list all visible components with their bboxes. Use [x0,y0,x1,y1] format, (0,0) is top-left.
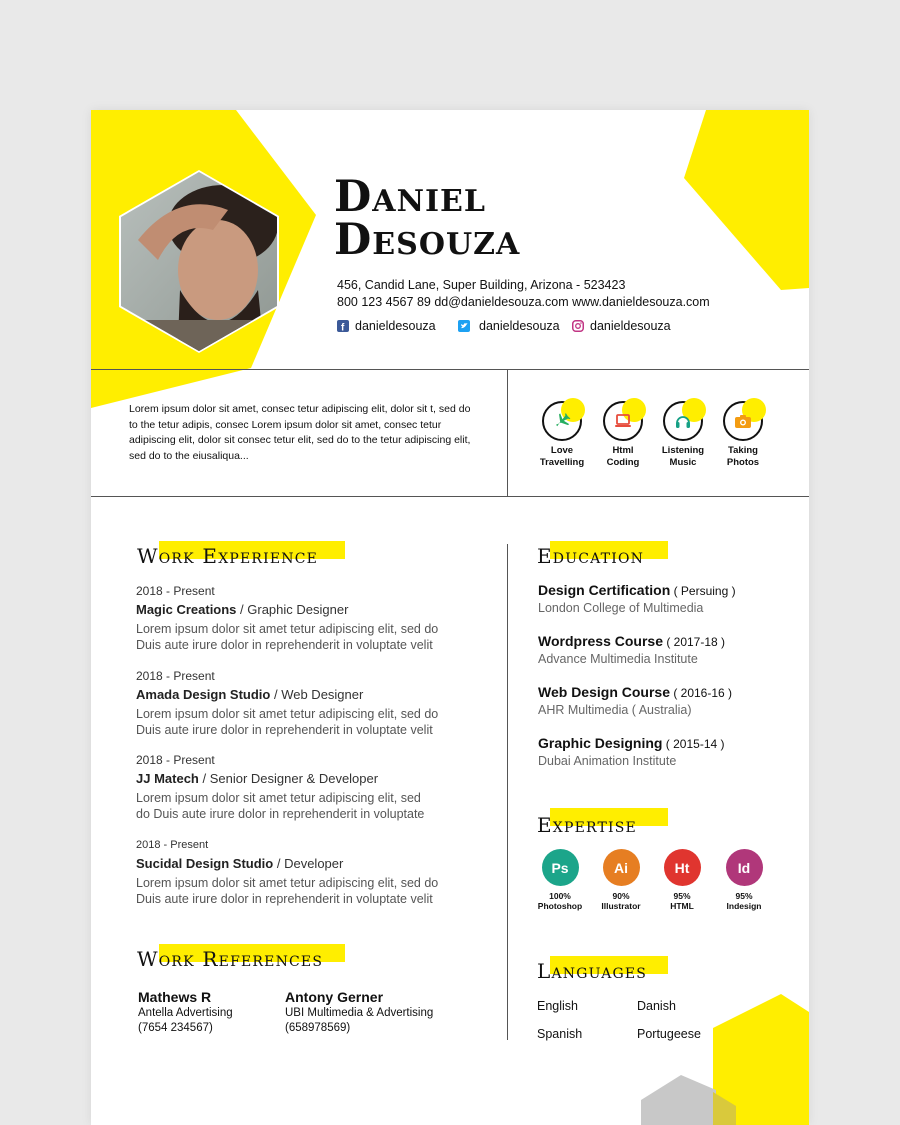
skill-name: Indesign [726,901,762,911]
hobby-travelling [532,401,592,468]
hobby-photos [713,401,773,468]
job-date: 2018 - Present [136,753,215,767]
resume-page [91,110,809,1125]
divider-top [91,369,809,370]
hobby-line2: Music [669,456,697,468]
job-date: 2018 - Present [136,669,215,683]
school-name: Advance Multimedia Institute [538,652,698,666]
phone-email-web[interactable]: 800 123 4567 89 dd@danieldesouza.com www.danieldesouza.com [337,295,710,309]
skill-badge: Ps [542,849,579,886]
education-entry [538,581,798,616]
hobby-line1: Html [612,445,634,456]
hobby-line2: Coding [606,456,640,468]
twitter-handle: danieldesouza [479,319,560,333]
skill-photoshop [529,849,591,911]
skill-indesign [713,849,775,911]
course-name: Web Design Course [538,684,670,700]
instagram-icon [572,320,584,332]
laptop-icon [614,413,632,429]
profile-photo [118,170,280,353]
skill-percent: 100% [549,891,571,901]
first-name: Daniel [334,172,486,222]
divider-vertical-main [507,544,508,1040]
job-entry [136,752,476,822]
hobby-music [653,401,713,468]
job-role: / Developer [273,856,344,871]
job-role: / Web Designer [270,687,364,702]
job-entry [136,837,476,907]
course-period: ( 2017-18 ) [663,635,726,649]
job-company: Sucidal Design Studio [136,856,274,871]
reference-name: Mathews R [138,989,212,1005]
reference-name: Antony Gerner [285,989,384,1005]
skill-percent: 95% [673,891,691,901]
plane-icon [553,412,571,430]
svg-text:f: f [341,322,345,332]
divider-bottom [91,496,809,497]
hobby-line2: Travelling [539,456,585,468]
course-name: Design Certification [538,582,671,598]
instagram-handle: danieldesouza [590,319,671,333]
education-title: Education [537,544,645,568]
reference-company: UBI Multimedia & Advertising [285,1007,434,1019]
headphones-icon [674,412,692,430]
facebook-icon [337,320,349,332]
address: 456, Candid Lane, Super Building, Arizona - 523423 [337,278,626,292]
skill-name: Photoshop [537,901,583,911]
twitter-icon [458,320,470,332]
instagram-link[interactable] [572,319,671,333]
skill-name: Illustrator [601,901,641,911]
education-entry [538,632,798,667]
camera-icon [734,413,752,429]
job-desc: Lorem ipsum dolor sit amet tetur adipiscing elit, sed do [136,622,439,636]
job-company: JJ Matech [136,771,199,786]
languages-title: Languages [537,959,648,983]
reference-entry [138,989,233,1035]
work-references-title: Work References [137,947,324,971]
language-item: Portugeese [637,1027,701,1041]
skill-badge: Ai [603,849,640,886]
hobby-coding [593,401,653,468]
course-name: Graphic Designing [538,735,663,751]
job-date: 2018 - Present [136,584,215,598]
job-role: / Senior Designer & Developer [198,771,379,786]
hobby-line2: Photos [726,456,760,468]
school-name: London College of Multimedia [538,601,704,615]
skill-badge: Ht [664,849,701,886]
reference-phone: (658978569) [285,1021,351,1034]
course-period: ( 2015-14 ) [662,737,725,751]
job-desc: Lorem ipsum dolor sit amet tetur adipiscing elit, sed [136,791,421,805]
hobby-line1: Taking [728,445,758,456]
school-name: AHR Multimedia ( Australia) [538,703,692,717]
hobby-line1: Love [550,445,574,456]
twitter-link[interactable] [458,319,560,333]
course-period: ( 2016-16 ) [670,686,733,700]
school-name: Dubai Animation Institute [538,754,677,768]
job-date: 2018 - Present [136,839,209,851]
job-desc: Lorem ipsum dolor sit amet tetur adipiscing elit, sed do [136,707,439,721]
full-name [334,172,521,265]
language-item: Danish [637,999,676,1013]
education-entry [538,734,798,769]
hobby-line1: Listening [661,445,705,456]
skill-badge: Id [726,849,763,886]
language-item: Spanish [537,1027,583,1041]
job-entry [136,583,476,653]
job-desc: Lorem ipsum dolor sit amet tetur adipiscing elit, sed do [136,876,439,890]
job-desc: Duis aute irure dolor in reprehenderit in voluptate velit [136,638,433,652]
job-company: Magic Creations [136,602,237,617]
skill-percent: 90% [612,891,630,901]
skill-html [651,849,713,911]
reference-company: Antella Advertising [138,1007,233,1019]
skill-percent: 95% [735,891,753,901]
job-role: / Graphic Designer [236,602,349,617]
last-name: Desouza [334,215,521,265]
course-period: ( Persuing ) [670,584,736,598]
about-text: Lorem ipsum dolor sit amet, consec tetur adipiscing elit, dolor sit t, sed do to the tetur adipis, consec Lorem ipsum dolor sit amet, consec tetur adipiscing elit, dolor sit consec tetur elit, sed do to the tetur adipiscing elit, sed do to the eiusaliqua... [129,403,471,463]
reference-entry [285,989,433,1035]
course-name: Wordpress Course [538,633,663,649]
job-desc: Duis aute irure dolor in reprehenderit in voluptate velit [136,723,433,737]
expertise-title: Expertise [537,813,637,837]
work-experience-title: Work Experience [137,544,319,568]
education-entry [538,683,798,718]
divider-vertical-top [507,369,508,496]
language-item: English [537,999,578,1013]
facebook-handle: danieldesouza [355,319,436,333]
reference-phone: (7654 234567) [138,1021,213,1034]
facebook-link[interactable] [337,319,436,333]
skill-illustrator [590,849,652,911]
job-desc: Duis aute irure dolor in reprehenderit in voluptate velit [136,892,433,906]
job-company: Amada Design Studio [136,687,271,702]
skill-name: HTML [670,901,694,911]
job-desc: do Duis aute irure dolor in reprehenderit in voluptate [136,807,425,821]
job-entry [136,668,476,738]
